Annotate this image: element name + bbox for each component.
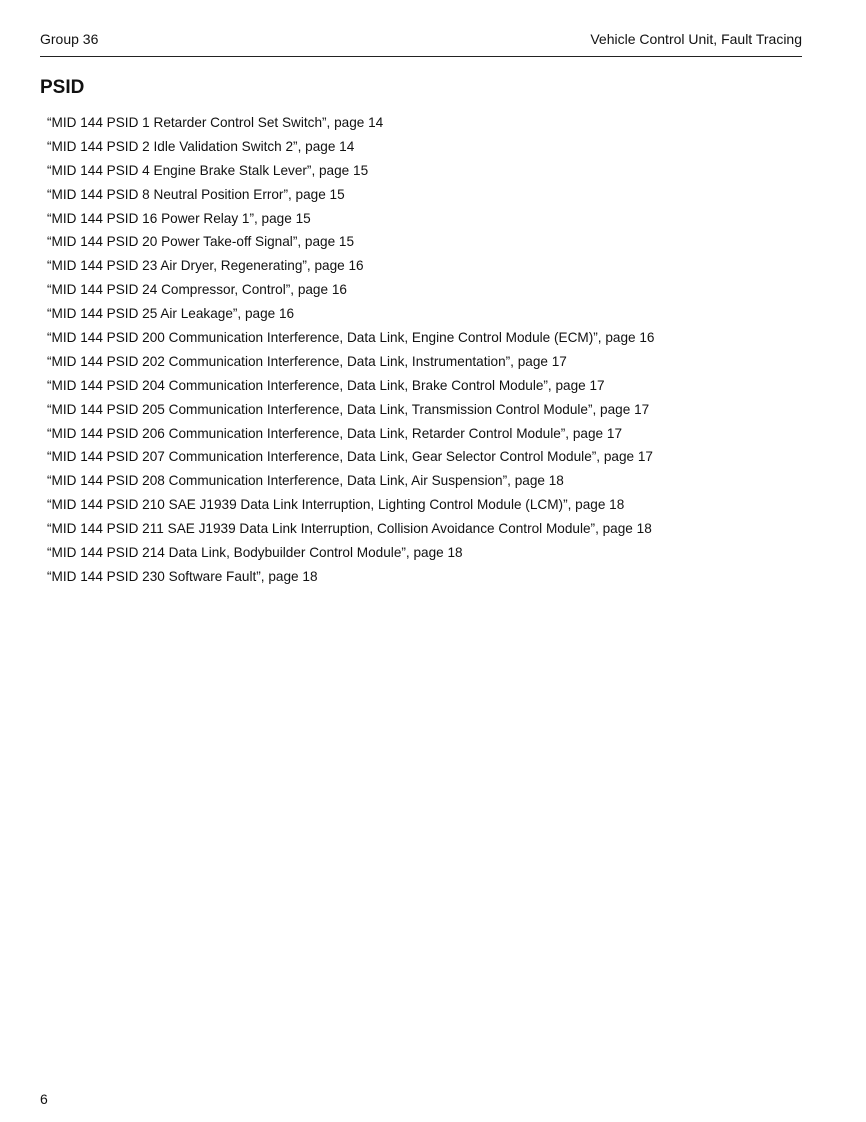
list-item [47,493,827,517]
psid-link[interactable]: “MID 144 PSID 208 Communication Interference, Data Link, Air Suspension”, page 18 [47,473,564,489]
list-item [47,207,827,231]
list-item [47,469,827,493]
psid-link[interactable]: “MID 144 PSID 204 Communication Interference, Data Link, Brake Control Module”, page 17 [47,377,605,393]
psid-link[interactable]: “MID 144 PSID 207 Communication Interference, Data Link, Gear Selector Control Module”, page 17 [47,449,653,465]
psid-link[interactable]: “MID 144 PSID 23 Air Dryer, Regenerating”, page 16 [47,258,364,274]
psid-link[interactable]: “MID 144 PSID 230 Software Fault”, page 18 [47,568,318,584]
list-item [47,183,827,207]
list-item [47,517,827,541]
psid-link[interactable]: “MID 144 PSID 4 Engine Brake Stalk Lever”, page 15 [47,162,369,178]
psid-link[interactable]: “MID 144 PSID 2 Idle Validation Switch 2”, page 14 [47,138,355,154]
list-item [47,302,827,326]
list-item [47,374,827,398]
header-divider [40,56,802,57]
document-title: Vehicle Control Unit, Fault Tracing [590,31,802,47]
psid-link[interactable]: “MID 144 PSID 8 Neutral Position Error”, page 15 [47,186,345,202]
psid-link[interactable]: “MID 144 PSID 24 Compressor, Control”, page 16 [47,282,347,298]
list-item [47,326,827,350]
list-item [47,445,827,469]
list-item [47,422,827,446]
psid-link[interactable]: “MID 144 PSID 16 Power Relay 1”, page 15 [47,210,311,226]
psid-link[interactable]: “MID 144 PSID 202 Communication Interference, Data Link, Instrumentation”, page 17 [47,353,567,369]
page-number: 6 [40,1091,48,1107]
page-header [40,29,802,51]
group-label: Group 36 [40,31,99,47]
list-item [47,159,827,183]
psid-link-list [47,111,827,589]
list-item [47,541,827,565]
psid-link[interactable]: “MID 144 PSID 206 Communication Interference, Data Link, Retarder Control Module”, page 17 [47,425,622,441]
psid-link[interactable]: “MID 144 PSID 205 Communication Interference, Data Link, Transmission Control Module”, page 17 [47,401,650,417]
psid-link[interactable]: “MID 144 PSID 1 Retarder Control Set Switch”, page 14 [47,115,384,130]
list-item [47,565,827,589]
list-item [47,398,827,422]
list-item [47,278,827,302]
psid-link[interactable]: “MID 144 PSID 25 Air Leakage”, page 16 [47,306,295,322]
psid-link[interactable]: “MID 144 PSID 211 SAE J1939 Data Link Interruption, Collision Avoidance Control Module”, page 18 [47,521,652,537]
section-title: PSID [40,77,85,98]
list-item [47,230,827,254]
list-item [47,111,827,135]
list-item [47,350,827,374]
list-item [47,135,827,159]
list-item [47,254,827,278]
psid-link[interactable]: “MID 144 PSID 214 Data Link, Bodybuilder Control Module”, page 18 [47,545,463,561]
psid-link[interactable]: “MID 144 PSID 200 Communication Interference, Data Link, Engine Control Module (ECM)”, page 16 [47,330,655,346]
psid-link[interactable]: “MID 144 PSID 20 Power Take-off Signal”, page 15 [47,234,355,250]
psid-link[interactable]: “MID 144 PSID 210 SAE J1939 Data Link Interruption, Lighting Control Module (LCM)”, page 18 [47,497,625,513]
